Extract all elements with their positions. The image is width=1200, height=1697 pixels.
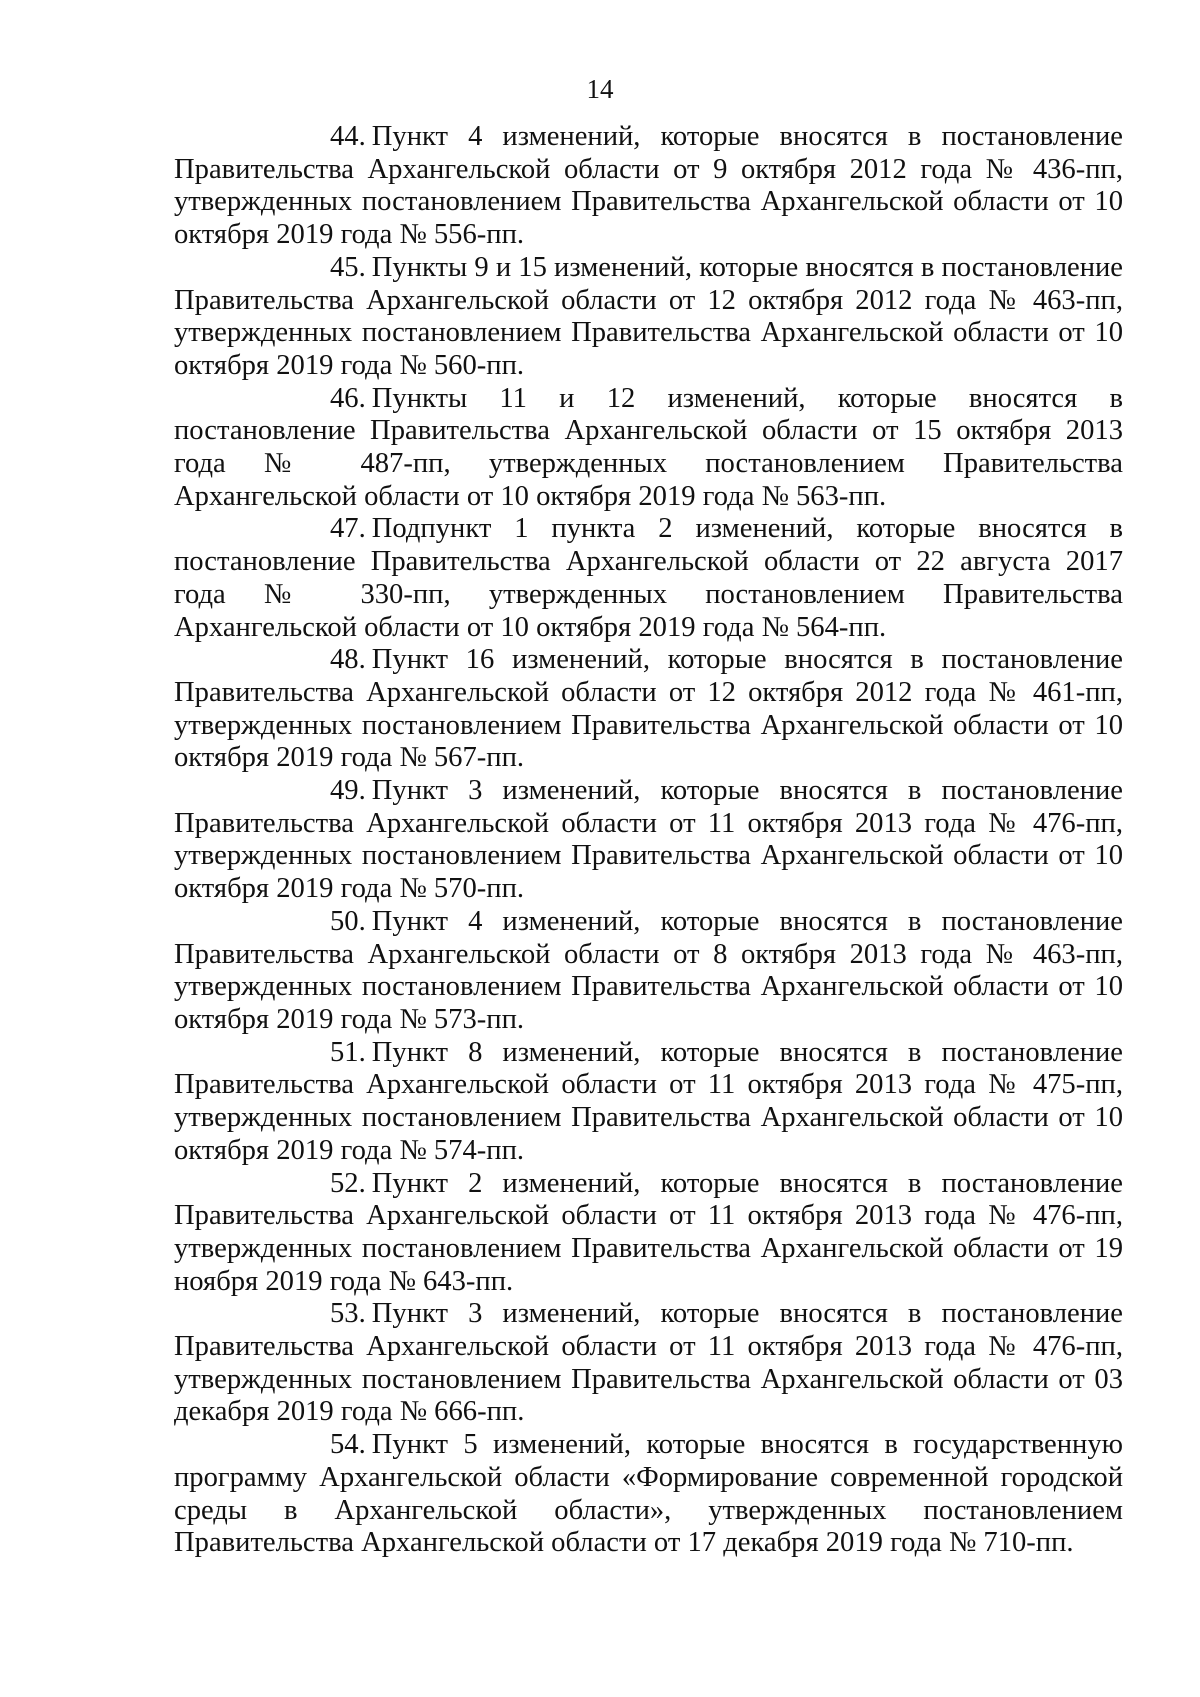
item-text: Пункт 3 изменений, которые вносятся в постановление Правительства Архангельской области от 11 октября 2013 года № 476-пп, утвержденных постановлением Правительства Архангельской области от 03 декабря 2019 года № 666-пп. <box>174 1298 1123 1428</box>
item-text: Пункт 16 изменений, которые вносятся в постановление Правительства Архангельской области от 12 октября 2012 года № 461-пп, утвержденных постановлением Правительства Архангельской области от 10 октября 2019 года № 567-пп. <box>174 644 1123 774</box>
list-item <box>174 513 1123 644</box>
list-item <box>174 383 1123 514</box>
item-text: Пункты 11 и 12 изменений, которые вносятся в постановление Правительства Архангельской области от 15 октября 2013 года № 487-пп, утвержденных постановлением Правительства Архангельской области от 10 октября 2019 года № 563-пп. <box>174 382 1123 512</box>
item-number: 45. <box>330 251 366 283</box>
item-text: Пункт 3 изменений, которые вносятся в постановление Правительства Архангельской области от 11 октября 2013 года № 476-пп, утвержденных постановлением Правительства Архангельской области от 10 октября 2019 года № 570-пп. <box>174 775 1123 905</box>
list-item <box>174 1037 1123 1168</box>
page-number: 14 <box>586 74 614 104</box>
list-item <box>174 1168 1123 1299</box>
item-number: 48. <box>330 644 366 676</box>
item-number: 49. <box>330 775 366 807</box>
list-item <box>174 775 1123 906</box>
item-text: Пункт 4 изменений, которые вносятся в постановление Правительства Архангельской области от 9 октября 2012 года № 436-пп, утвержденных постановлением Правительства Архангельской области от 10 октября 2019 года № 556-пп. <box>174 121 1123 251</box>
item-text: Пункт 2 изменений, которые вносятся в постановление Правительства Архангельской области от 11 октября 2013 года № 476-пп, утвержденных постановлением Правительства Архангельской области от 19 ноября 2019 года № 643-пп. <box>174 1167 1123 1297</box>
item-text: Пункт 5 изменений, которые вносятся в государственную программу Архангельской области «Формирование современной городской среды в Архангельской области», утвержденных постановлением Правительства Архангельской области от 17 декабря 2019 года № 710-пп. <box>174 1429 1123 1559</box>
item-number: 47. <box>330 513 366 545</box>
item-text: Пункт 8 изменений, которые вносятся в постановление Правительства Архангельской области от 11 октября 2013 года № 475-пп, утвержденных постановлением Правительства Архангельской области от 10 октября 2019 года № 574-пп. <box>174 1036 1123 1166</box>
item-number: 54. <box>330 1429 366 1461</box>
list-item <box>174 1298 1123 1429</box>
item-number: 53. <box>330 1298 366 1330</box>
item-number: 50. <box>330 905 366 937</box>
item-text: Пункты 9 и 15 изменений, которые вносятся в постановление Правительства Архангельской области от 12 октября 2012 года № 463-пп, утвержденных постановлением Правительства Архангельской области от 10 октября 2019 года № 560-пп. <box>174 251 1123 381</box>
item-number: 46. <box>330 382 366 414</box>
list-item <box>174 1429 1123 1560</box>
item-number: 52. <box>330 1167 366 1199</box>
list-item <box>174 252 1123 383</box>
list-item <box>174 906 1123 1037</box>
item-number: 51. <box>330 1036 366 1068</box>
item-number: 44. <box>330 121 366 152</box>
list-item <box>174 644 1123 775</box>
list-item <box>174 121 1123 252</box>
item-text: Подпункт 1 пункта 2 изменений, которые вносятся в постановление Правительства Архангельской области от 22 августа 2017 года № 330-пп, утвержденных постановлением Правительства Архангельской области от 10 октября 2019 года № 564-пп. <box>174 513 1123 643</box>
item-text: Пункт 4 изменений, которые вносятся в постановление Правительства Архангельской области от 8 октября 2013 года № 463-пп, утвержденных постановлением Правительства Архангельской области от 10 октября 2019 года № 573-пп. <box>174 905 1123 1035</box>
document-body <box>174 121 1123 1560</box>
